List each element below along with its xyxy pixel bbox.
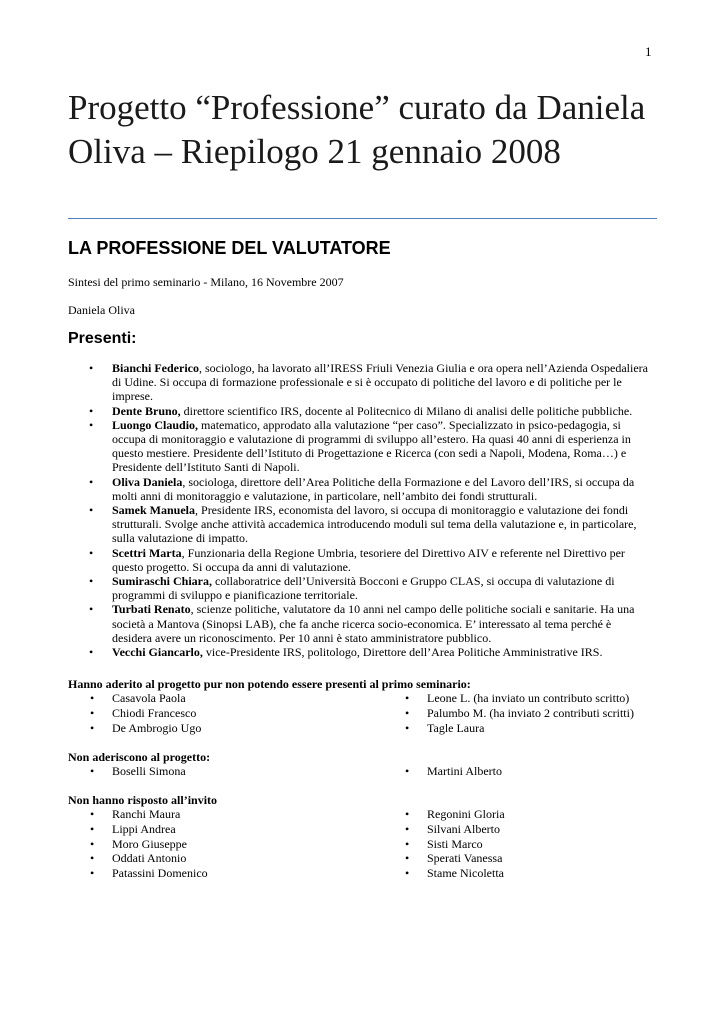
list-item: • Stame Nicoletta — [405, 866, 505, 881]
member-description: , sociologo, ha lavorato all’IRESS Friuli Venezia Giulia e ora opera nell’Azienda Ospedaliera di Udine. Si occupa di formazione professionale e si è occupato di politiche del lavoro e di politiche per le imprese. — [112, 361, 648, 404]
member-name: Bianchi Federico — [112, 361, 199, 375]
adherents-left-list — [90, 691, 201, 735]
list-item: • Moro Giuseppe — [90, 837, 208, 852]
list-item: • Lippi Andrea — [90, 822, 208, 837]
non-adherents-right-list — [405, 764, 502, 779]
list-item — [68, 418, 648, 475]
list-item: • Palumbo M. (ha inviato 2 contributi scritti) — [405, 706, 634, 721]
present-heading: Presenti: — [68, 330, 137, 347]
list-item: • Patassini Domenico — [90, 866, 208, 881]
list-item: • Casavola Paola — [90, 691, 201, 706]
list-item: • Martini Alberto — [405, 764, 502, 779]
adherents-heading: Hanno aderito al progetto pur non potendo essere presenti al primo seminario: — [68, 677, 471, 691]
list-item: • De Ambrogio Ugo — [90, 721, 201, 736]
list-item: • Sperati Vanessa — [405, 851, 505, 866]
no-reply-left-list — [90, 807, 208, 881]
list-item — [68, 602, 648, 645]
member-description: collaboratrice dell’Università Bocconi e Gruppo CLAS, si occupa di valutazione di programmi di sviluppo e pianificazione territoriale. — [112, 574, 615, 603]
member-description: vice-Presidente IRS, politologo, Direttore dell’Area Politiche Amministrative IRS. — [202, 645, 603, 660]
member-name: Samek Manuela — [112, 503, 196, 518]
section-heading: LA PROFESSIONE DEL VALUTATORE — [68, 238, 391, 258]
list-item — [68, 475, 648, 503]
list-item — [68, 574, 648, 602]
present-list — [68, 361, 648, 659]
list-item: • Silvani Alberto — [405, 822, 505, 837]
list-item — [68, 361, 648, 404]
list-item — [68, 645, 648, 659]
list-item — [68, 404, 648, 418]
title-divider — [68, 218, 657, 219]
list-item: • Ranchi Maura — [90, 807, 208, 822]
list-item — [68, 546, 648, 574]
member-description: , sociologa, direttore dell’Area Politiche della Formazione e del Lavoro dell’IRS, si occupa da molti anni di monitoraggio e valutazione, in particolare, nell’ambito dei fondi strutturali. — [112, 474, 635, 503]
list-item — [68, 503, 648, 546]
adherents-right-list — [405, 691, 634, 735]
non-adherents-heading: Non aderiscono al progetto: — [68, 750, 211, 764]
member-description: , scienze politiche, valutatore da 10 anni nel campo delle politiche sociali e sanitarie. Ha una società a Mantova (Sinopsi LAB), che fa anche ricerca socio-economica. E’ interessato al tema perché è desidera avere un riconoscimento. Per 10 anni è stato amministratore pubblico. — [112, 602, 635, 645]
list-item: • Oddati Antonio — [90, 851, 208, 866]
seminar-subtitle: Sintesi del primo seminario - Milano, 16 Novembre 2007 — [68, 275, 344, 289]
document-title: Progetto “Professione” curato da Daniela Oliva – Riepilogo 21 gennaio 2008 — [68, 88, 646, 171]
member-name: Vecchi Giancarlo, — [112, 645, 203, 660]
member-description: , Presidente IRS, economista del lavoro, si occupa di monitoraggio e valutazione dei fondi strutturali. Svolge anche attività accademica introducendo moduli sul tema della valutazione e, in particolare, sulla valutazione di impatto. — [112, 503, 637, 546]
member-name: Sumiraschi Chiara, — [112, 574, 213, 589]
non-adherents-left-list — [90, 764, 186, 779]
member-name: Dente Bruno, — [112, 403, 181, 418]
no-reply-heading: Non hanno risposto all’invito — [68, 793, 218, 807]
member-name: Luongo Claudio, — [112, 417, 199, 432]
list-item: • Boselli Simona — [90, 764, 186, 779]
no-reply-right-list — [405, 807, 505, 881]
member-name: Oliva Daniela — [112, 474, 183, 489]
member-name: Scettri Marta — [112, 545, 182, 560]
list-item: • Chiodi Francesco — [90, 706, 201, 721]
page-number: 1 — [645, 44, 652, 59]
list-item: • Sisti Marco — [405, 837, 505, 852]
list-item: • Tagle Laura — [405, 721, 634, 736]
member-description: , Funzionaria della Regione Umbria, tesoriere del Direttivo AIV e referente nel Direttivo per questo progetto. Si occupa da anni di valutazione. — [112, 545, 625, 574]
member-name: Turbati Renato — [112, 602, 191, 617]
list-item: • Regonini Gloria — [405, 807, 505, 822]
author-name: Daniela Oliva — [68, 303, 135, 317]
list-item: • Leone L. (ha inviato un contributo scritto) — [405, 691, 634, 706]
member-description: direttore scientifico IRS, docente al Politecnico di Milano di analisi delle politiche pubbliche. — [180, 403, 633, 418]
member-description: matematico, approdato alla valutazione “per caso”. Specializzato in psico-pedagogia, si occupa di monitoraggio e valutazione di programmi di sviluppo all’estero. Ha quasi 40 anni di esperienza in questo mestiere. Presidente dell’Istituto di Progettazione e Ricerca (con sedi a Napoli, Modena, Roma…) e Presidente dell’Istituto Santi di Napoli. — [112, 417, 631, 475]
